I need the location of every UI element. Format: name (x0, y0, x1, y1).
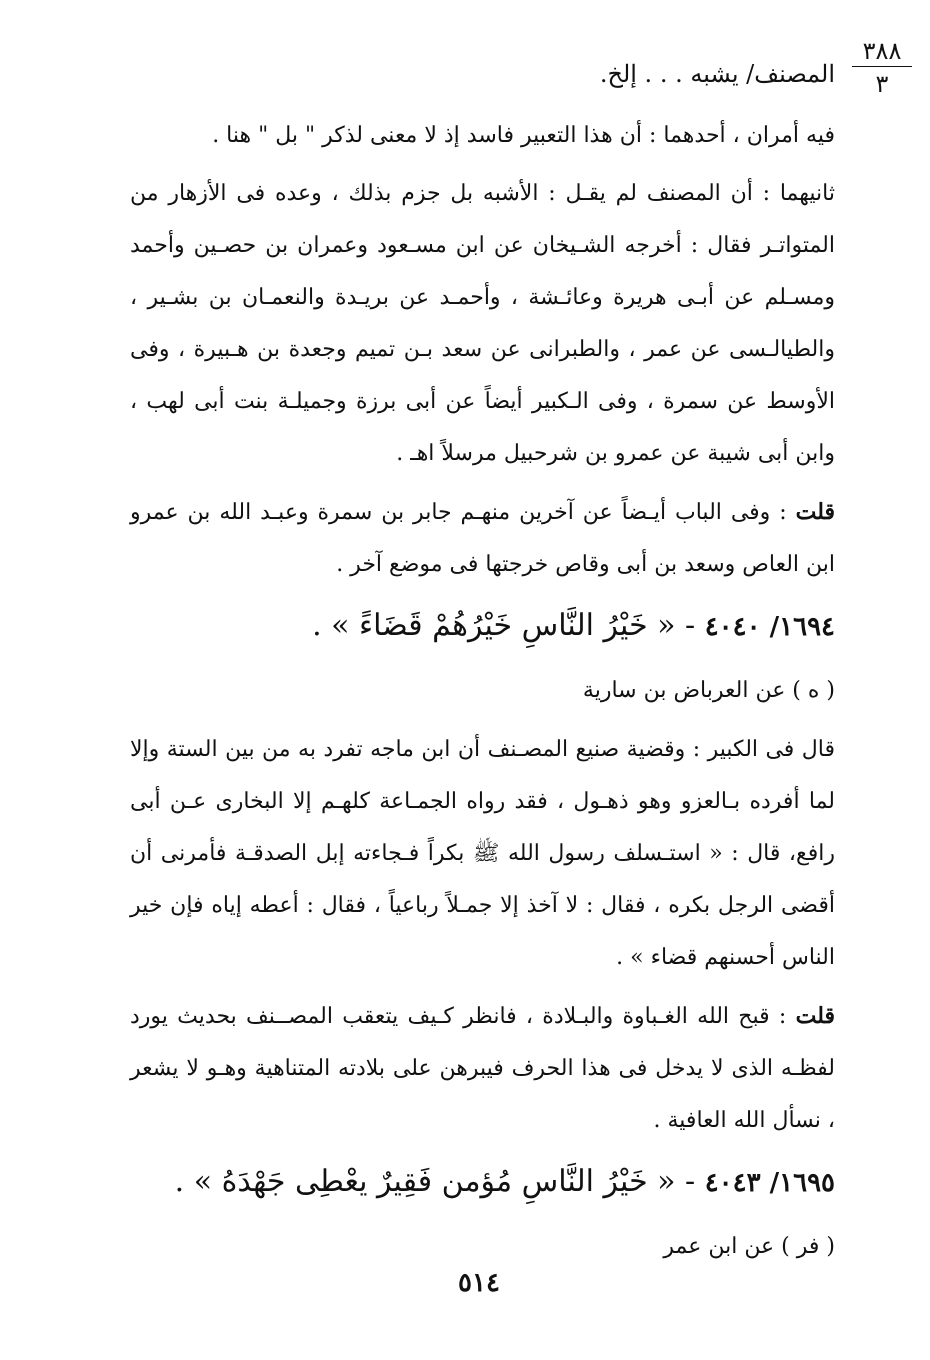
paragraph-3-text: : وفى الباب أيـضاً عن آخرين منهـم جابر بن سمرة وعبـد الله بن عمرو ابن العاص وسعد بن أبى وقاص خرجتها فى موضع آخر . (130, 500, 835, 577)
paragraph-4: قال فى الكبير : وقضية صنيع المصـنف أن ابن ماجه تفرد به من بين الستة وإلا لما أفرده بـالعزو وهو ذهـول ، فقد رواه الجمـاعة كلهـم إلا البخارى عـن أبى رافع، قال : « استـسلف رسول الله ﷺ بكراً فـجاءته إبل الصدقـة فأمرنى أن أقضى الرجل بكره ، فقال : لا آخذ إلا جمـلاً رباعياً ، فقال : أعطه إياه فإن خير الناس أحسنهم قضاء » . (130, 737, 835, 970)
hadith-source-1: ( ه ) عن العرباض بن سارية (582, 678, 835, 703)
hadith-text: - « خَيْرُ النَّاسِ خَيْرُهُمْ قَضَاءً » . (312, 608, 705, 643)
paragraph-2: ثانيهما : أن المصنف لم يقـل : الأشبه بل جزم بذلك ، وعده فى الأزهار من المتواتـر فقال : أخرجه الشـيخان عن ابن مسـعود وعمران بن حصـين وأحمد ومسـلم عن أبـى هريرة وعائـشة ، وأحمـد عن بريـدة والنعمـان بن بشـير ، والطيالـسى عن عمر ، والطبرانى عن سعد بـن تميم وجعدة بن هـبيرة ، وفى الأوسط عن سمرة ، وفى الـكبير أيضاً عن أبى برزة وجميلـة بنت أبى لهب ، وابن أبى شيبة عن عمرو بن شرحبيل مرسلاً اهـ . (130, 181, 835, 466)
qult-label: قلت (795, 499, 835, 525)
paragraph-5-text: : قبح الله الغـباوة والبـلادة ، فانظر كـيف يتعقب المصــنف بحديث يورد لفظـه الذى لا يدخل فى هذا الحرف فيبرهن على بلادته المتناهية وهـو لا يشعر ، نسأل الله العافية . (130, 1004, 835, 1133)
hadith-entry-2 (130, 1153, 835, 1212)
paragraph-3 (130, 486, 835, 591)
hadith-entry-1 (130, 597, 835, 656)
header-text: المصنف/ يشبه . . . إلخ. (599, 60, 835, 88)
hadith-source-2: ( فر ) عن ابن عمر (663, 1234, 835, 1259)
qult-label: قلت (795, 1003, 835, 1029)
hadith-number: ١٦٩٤/ ٤٠٤٠ (704, 612, 835, 642)
hadith-text: - « خَيْرُ النَّاسِ مُؤمن فَقِيرٌ يعْطِى جَهْدَهُ » . (174, 1164, 705, 1199)
footnote-reference (852, 38, 912, 97)
page-number-text: ٥١٤ (458, 1268, 500, 1298)
page-body (130, 110, 835, 1280)
footnote-number: ٣ (875, 70, 889, 98)
paragraph-1: فيه أمران ، أحدهما : أن هذا التعبير فاسد إذ لا معنى لذكر " بل " هنا . (212, 123, 835, 148)
footnote-page-ref: ٣٨٨ (852, 38, 912, 67)
page-number (0, 1268, 930, 1298)
paragraph-5 (130, 990, 835, 1147)
hadith-number: ١٦٩٥/ ٤٠٤٣ (704, 1168, 835, 1198)
